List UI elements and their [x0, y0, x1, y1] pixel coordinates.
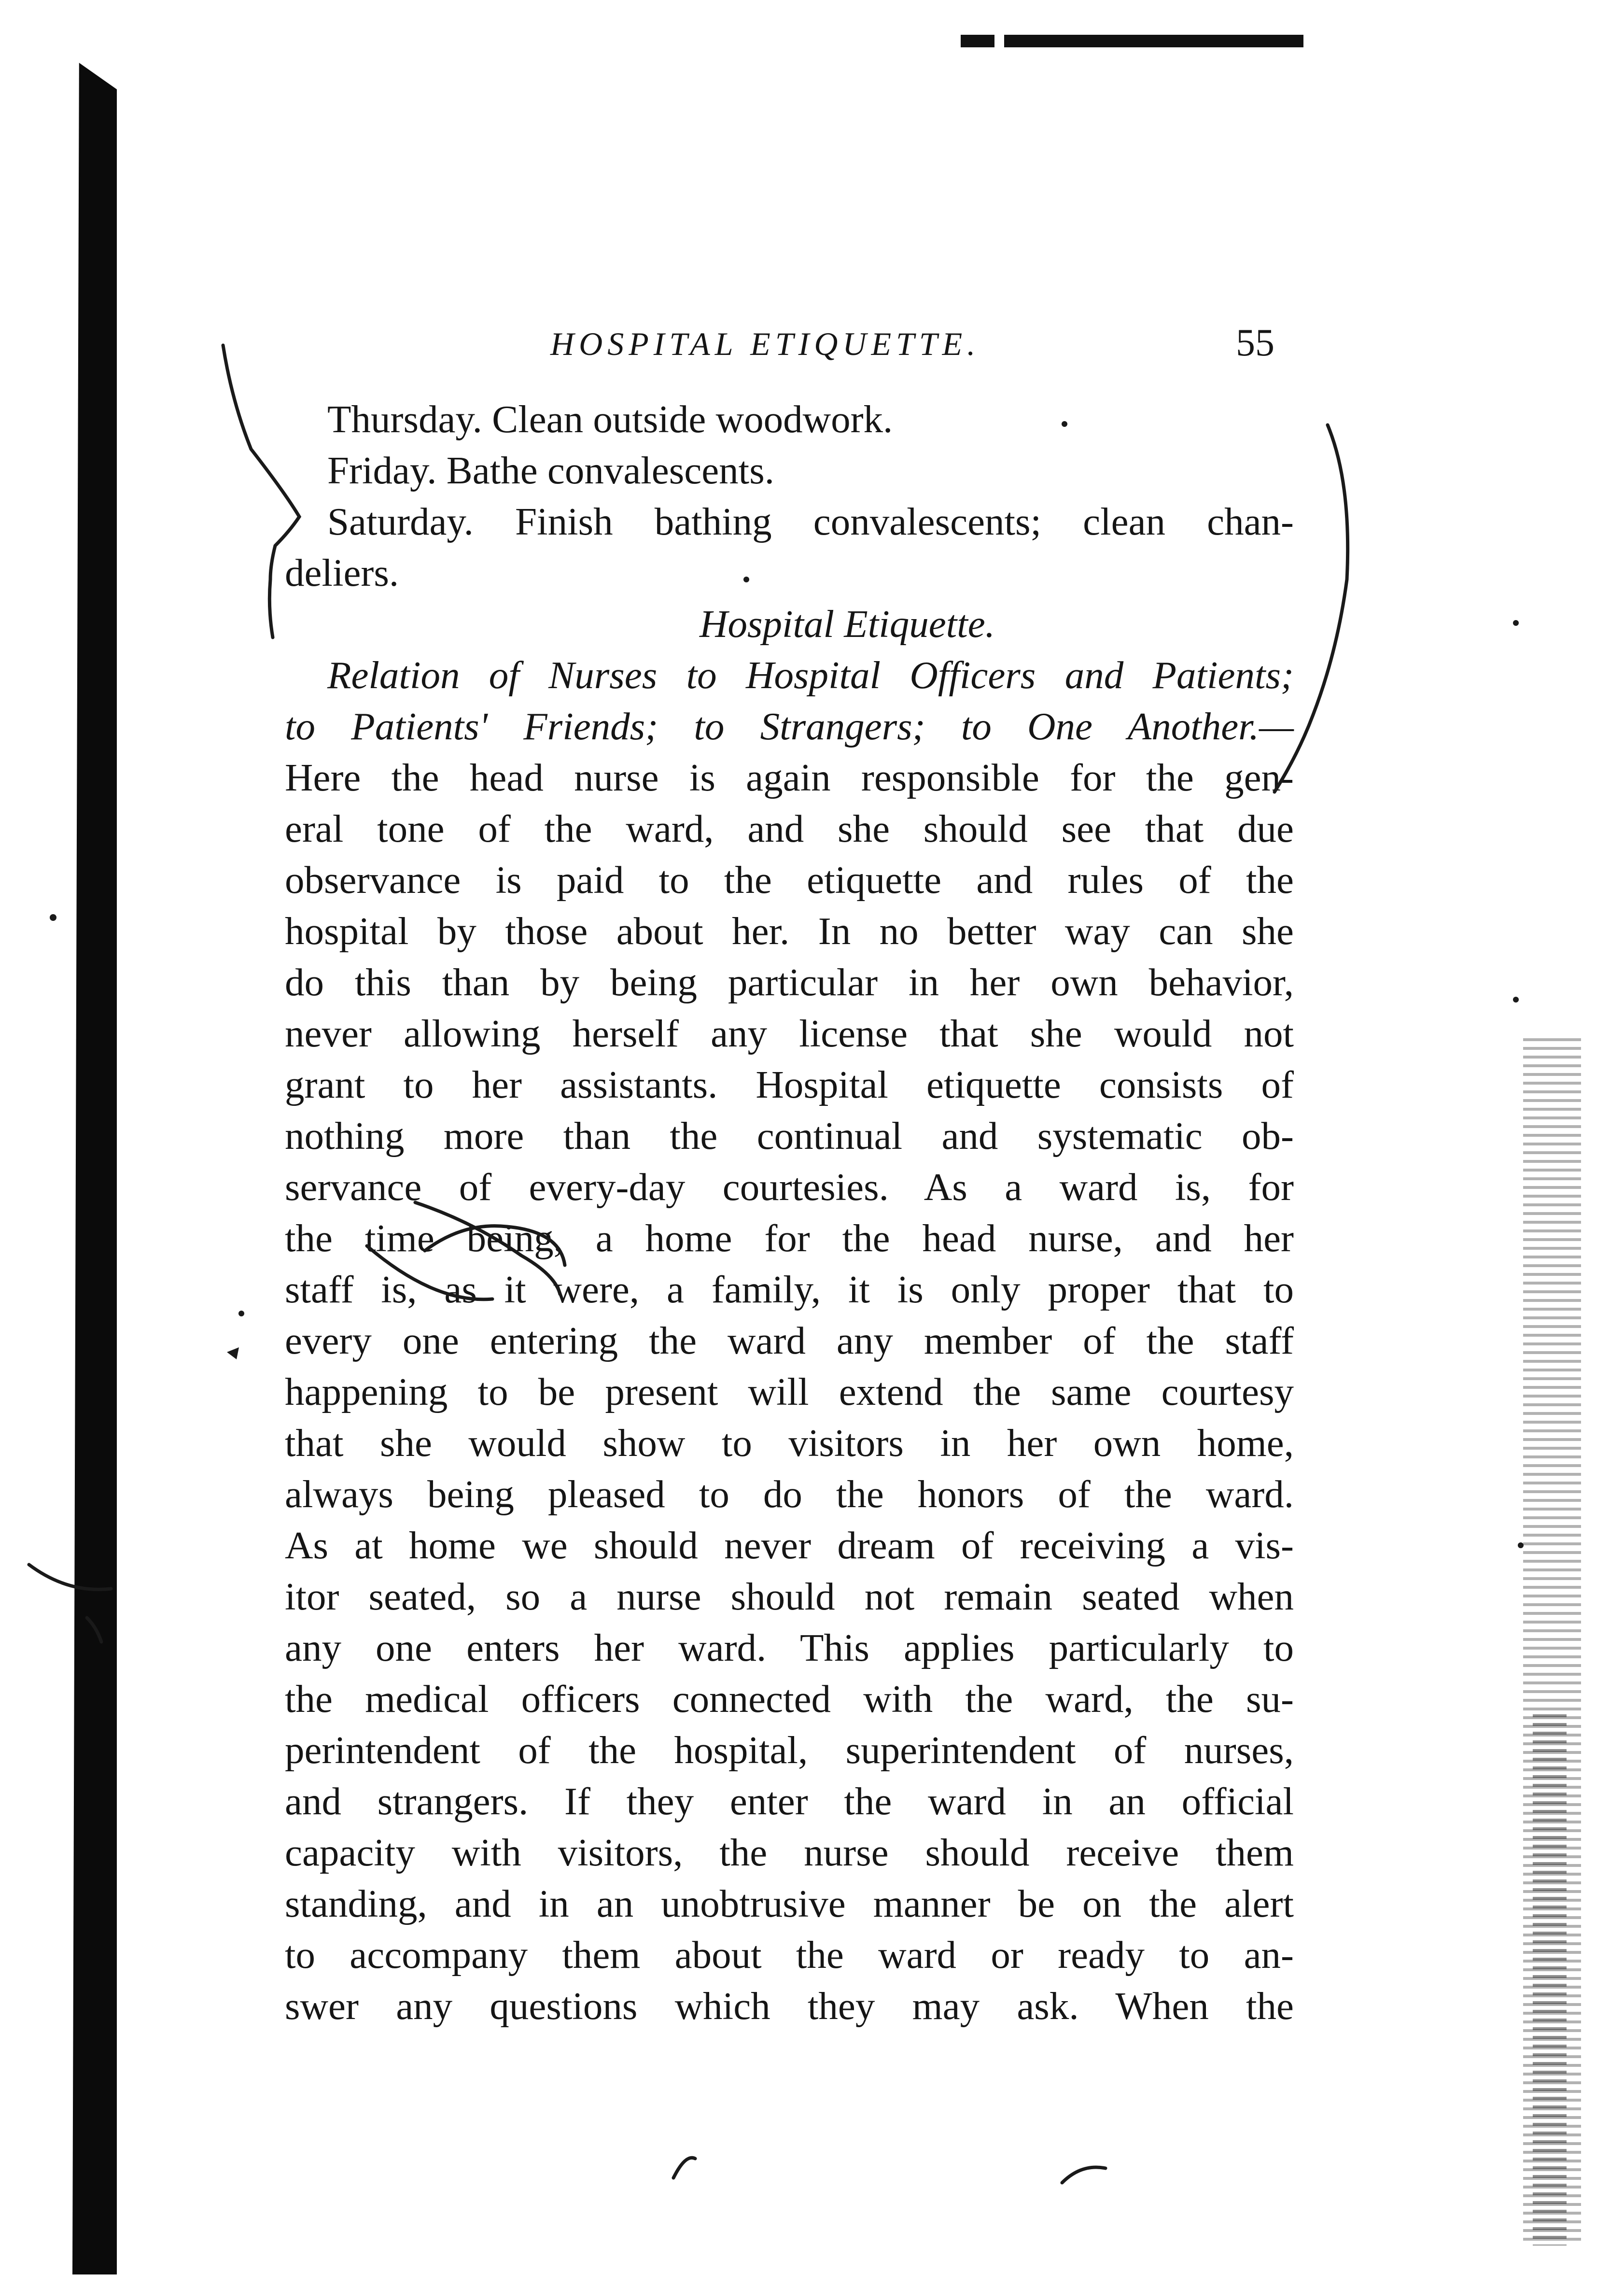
- text-line: the medical officers connected with the ward, the su-: [285, 1677, 1294, 1721]
- text-line: itor seated, so a nurse should not remain seated when: [285, 1575, 1294, 1618]
- text-line: Saturday. Finish bathing convalescents; clean chan-: [327, 500, 1294, 543]
- text-line: nothing more than the continual and systematic ob-: [285, 1114, 1294, 1158]
- text-line: standing, and in an unobtrusive manner be on the alert: [285, 1882, 1294, 1925]
- book-spine-shadow: [72, 63, 117, 2274]
- stray-mark: [673, 2158, 695, 2178]
- text-line: capacity with visitors, the nurse should receive them: [285, 1831, 1294, 1874]
- text-line: Friday. Bathe convalescents.: [327, 449, 774, 492]
- running-head: HOSPITAL ETIQUETTE.: [550, 325, 980, 362]
- top-rule-segment: [961, 35, 994, 47]
- text-line: any one enters her ward. This applies particularly to: [285, 1626, 1294, 1669]
- star-mark: [227, 1347, 239, 1359]
- text-line: happening to be present will extend the same courtesy: [285, 1370, 1294, 1413]
- text-line: hospital by those about her. In no better way can she: [285, 909, 1294, 953]
- text-line: As at home we should never dream of receiving a vis-: [285, 1524, 1294, 1567]
- text-line: to accompany them about the ward or ready to an-: [285, 1933, 1294, 1977]
- dot-mark: [50, 914, 56, 921]
- section-subtitle-line: to Patients' Friends; to Strangers; to One Another.—: [285, 705, 1294, 748]
- dot-mark: [238, 1311, 244, 1316]
- text-line: perintendent of the hospital, superintendent of nurses,: [285, 1728, 1294, 1772]
- text-line: deliers.: [285, 551, 399, 594]
- text-line: swer any questions which they may ask. When the: [285, 1984, 1294, 2028]
- text-line: every one entering the ward any member of the staff: [285, 1319, 1294, 1362]
- text-line: never allowing herself any license that she would not: [285, 1012, 1294, 1055]
- text-line: always being pleased to do the honors of the ward.: [285, 1472, 1294, 1516]
- text-line: do this than by being particular in her own behavior,: [285, 960, 1294, 1004]
- top-rule: [1004, 35, 1303, 47]
- text-line: staff is, as it were, a family, it is only proper that to: [285, 1268, 1294, 1311]
- text-line: eral tone of the ward, and she should see that due: [285, 807, 1294, 850]
- text-line: that she would show to visitors in her own home,: [285, 1421, 1294, 1465]
- text-line: grant to her assistants. Hospital etiquette consists of: [285, 1063, 1294, 1106]
- text-line: and strangers. If they enter the ward in an official: [285, 1780, 1294, 1823]
- page-header: [550, 321, 1274, 379]
- dot-mark: [1513, 620, 1519, 626]
- text-line: observance is paid to the etiquette and rules of the: [285, 858, 1294, 902]
- text-line: the time being, a home for the head nurse, and her: [285, 1216, 1294, 1260]
- page-number: 55: [1236, 322, 1274, 364]
- section-subtitle-line: Relation of Nurses to Hospital Officers and Patients;: [327, 653, 1294, 697]
- text-line: Here the head nurse is again responsible for the gen-: [285, 756, 1294, 799]
- page-body: [285, 394, 1294, 2032]
- stray-mark: [1062, 2167, 1106, 2183]
- text-line: Thursday. Clean outside woodwork.: [327, 397, 893, 441]
- section-heading: Hospital Etiquette.: [700, 602, 995, 646]
- dot-mark: [1513, 997, 1519, 1003]
- page-edge-noise-dense: [1533, 1714, 1567, 2246]
- text-line: servance of every-day courtesies. As a ward is, for: [285, 1165, 1294, 1209]
